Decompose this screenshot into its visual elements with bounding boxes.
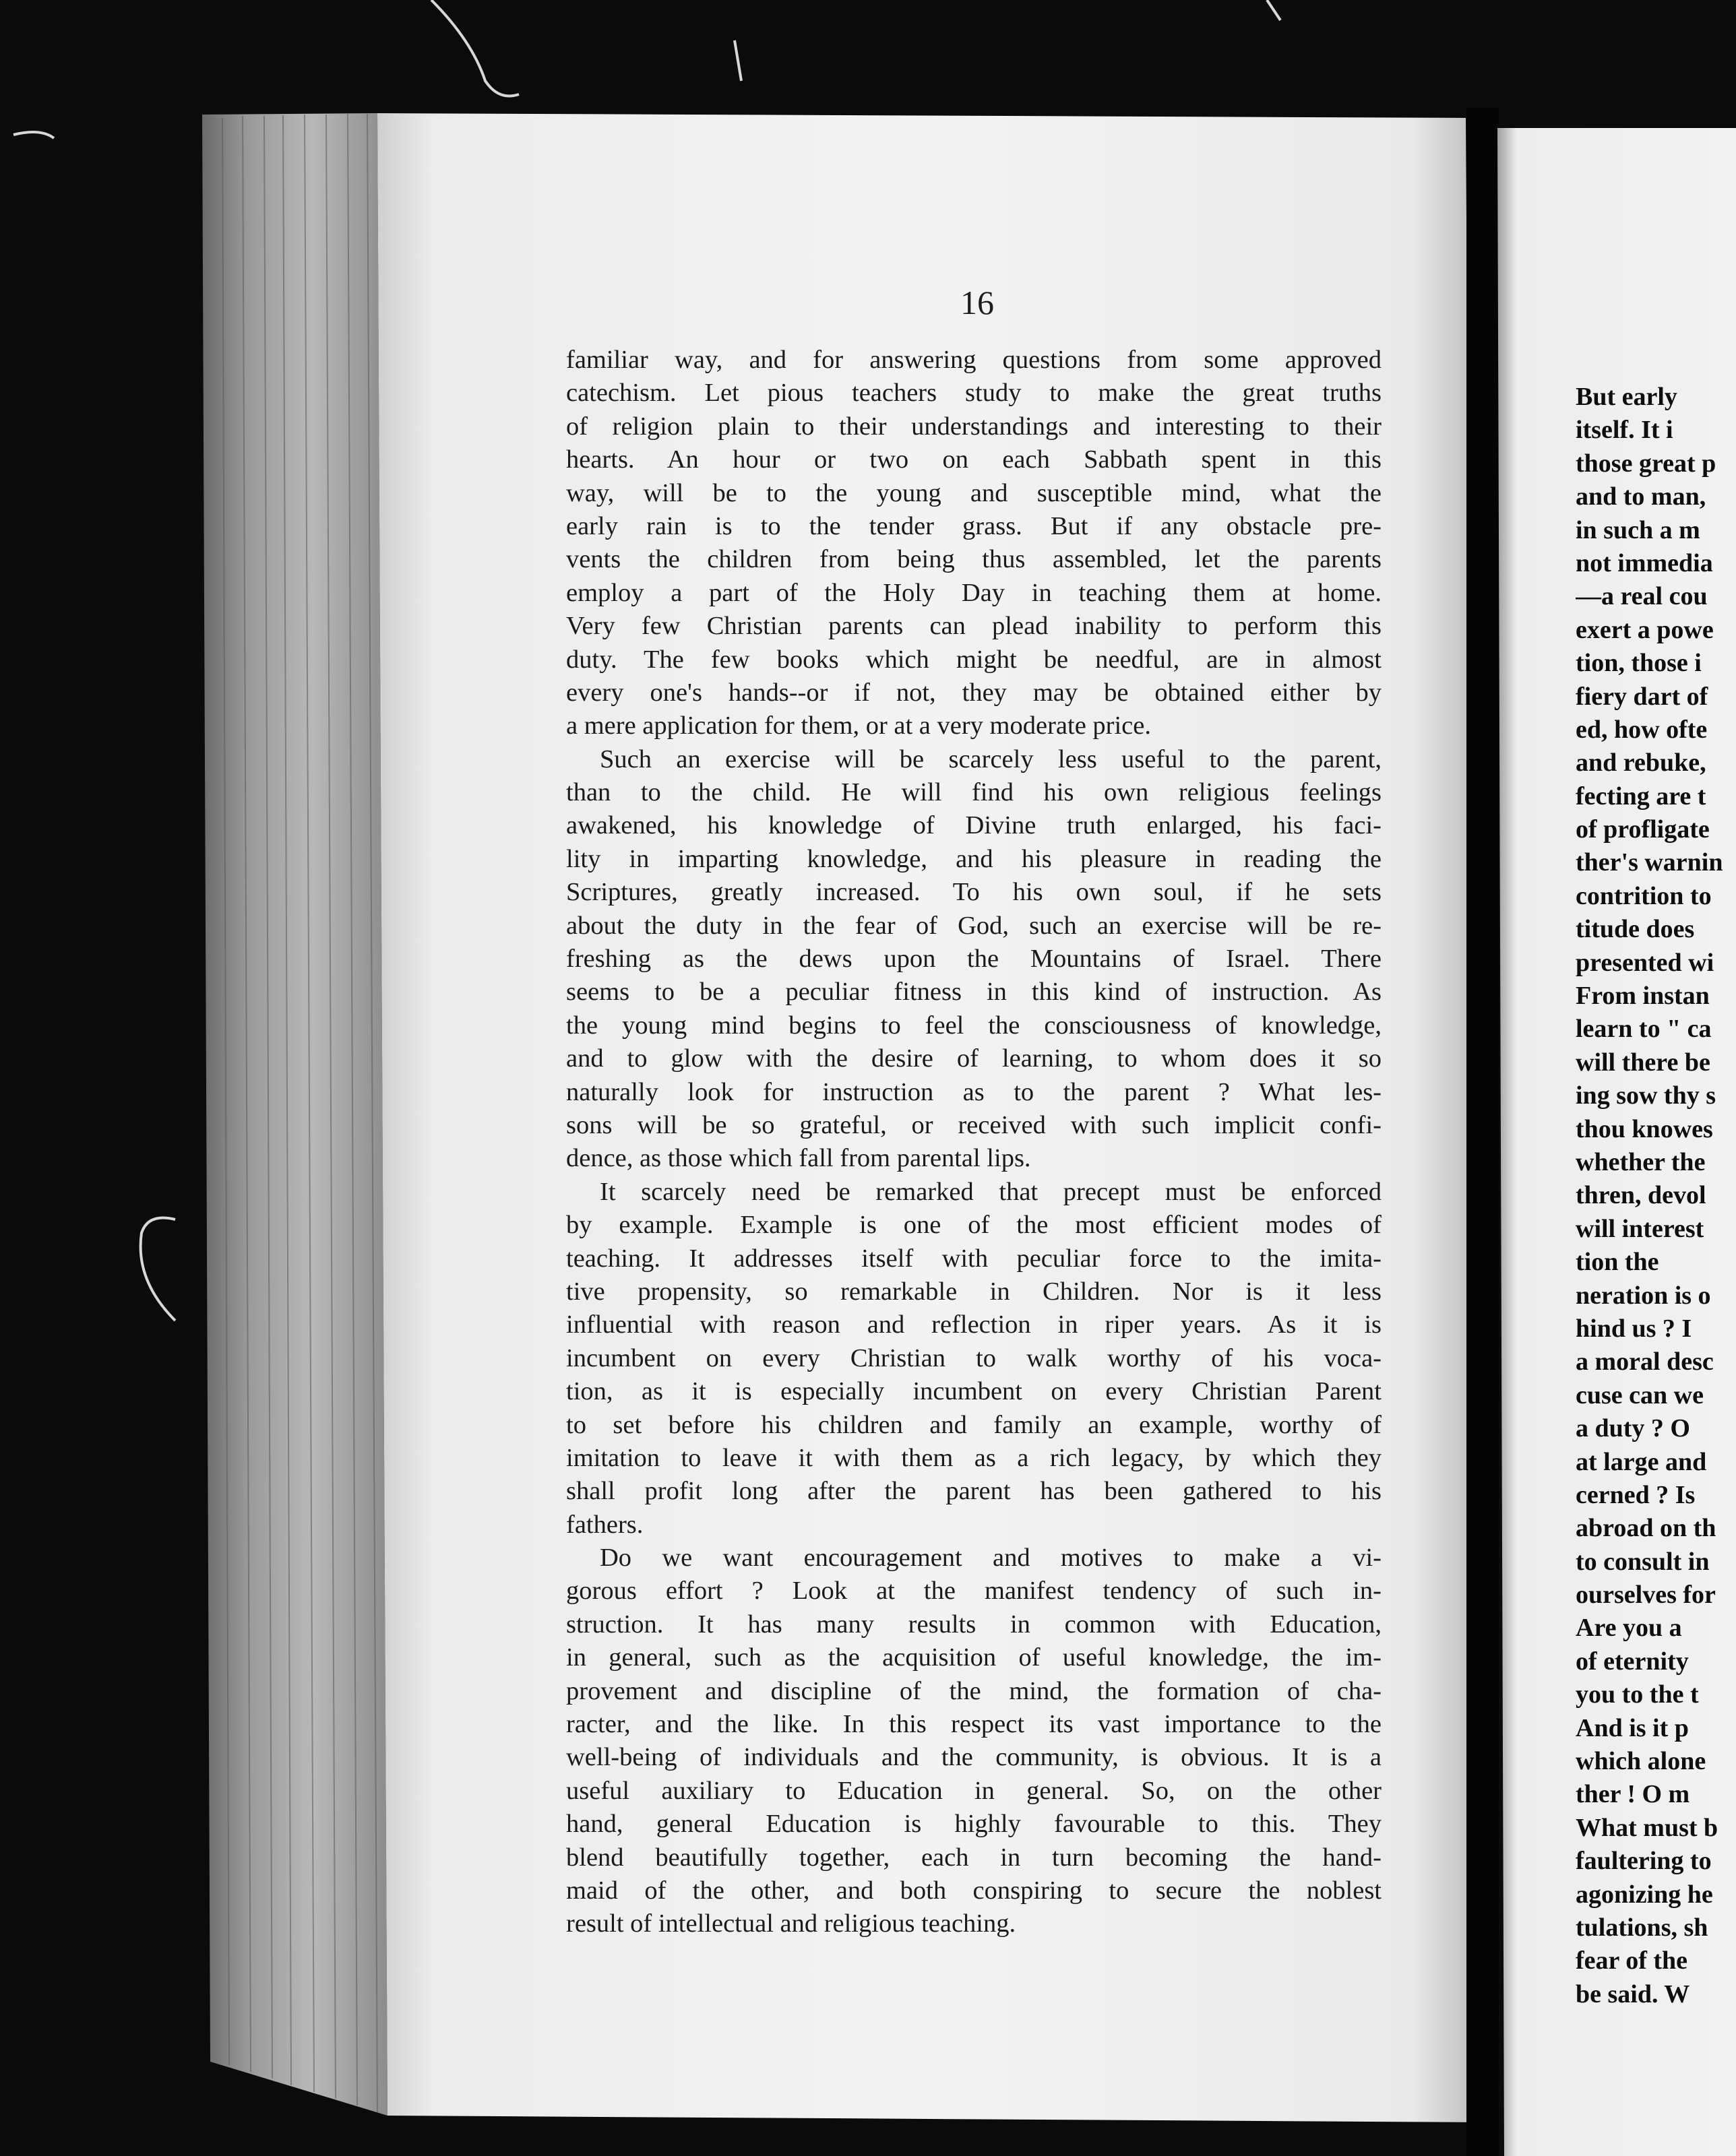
text-line: agonizing he <box>1576 1880 1713 1909</box>
text-line: teaching. It addresses itself with peculiar force to the imita- <box>566 1244 1382 1273</box>
text-line: way, will be to the young and susceptible mind, what the <box>566 478 1382 507</box>
text-line: of eternity <box>1576 1647 1689 1676</box>
text-line: Such an exercise will be scarcely less useful to the parent, <box>600 744 1382 773</box>
text-line: tion the <box>1576 1248 1659 1277</box>
text-line: freshing as the dews upon the Mountains of Israel. There <box>566 945 1382 974</box>
text-line: fiery dart of <box>1576 682 1708 711</box>
text-line: And is it p <box>1576 1713 1689 1742</box>
text-line: Scriptures, greatly increased. To his own soul, if he sets <box>566 878 1382 907</box>
text-line: presented wi <box>1576 948 1714 977</box>
text-line: faultering to <box>1576 1847 1712 1876</box>
text-line: every one's hands--or if not, they may be obtained either by <box>566 678 1382 707</box>
text-line: fear of the <box>1576 1946 1688 1975</box>
text-line: lity in imparting knowledge, and his pleasure in reading the <box>566 844 1382 873</box>
text-line: useful auxiliary to Education in general. So, on the other <box>566 1776 1382 1805</box>
text-line: imitation to leave it with them as a rich legacy, by which they <box>566 1443 1382 1472</box>
text-line: itself. It i <box>1576 416 1673 445</box>
text-line: and to man, <box>1576 482 1706 511</box>
text-line: —a real cou <box>1576 582 1708 611</box>
page-edges <box>202 113 388 2116</box>
text-line: be said. W <box>1576 1979 1690 2008</box>
text-line: blend beautifully together, each in turn becoming the hand- <box>566 1843 1382 1872</box>
text-line: those great p <box>1576 449 1716 478</box>
text-line: a mere application for them, or at a very moderate price. <box>566 711 1151 740</box>
text-line: ed, how ofte <box>1576 715 1708 744</box>
text-line: fathers. <box>566 1510 644 1539</box>
text-line: and to glow with the desire of learning, to whom does it so <box>566 1044 1382 1073</box>
text-line: thou knowes <box>1576 1114 1713 1143</box>
text-line: From instan <box>1576 982 1710 1011</box>
text-line: tion, those i <box>1576 649 1702 678</box>
text-line: the young mind begins to feel the consciousness of knowledge, <box>566 1011 1382 1040</box>
text-line: Very few Christian parents can plead inability to perform this <box>566 612 1382 641</box>
text-line: employ a part of the Holy Day in teaching them at home. <box>566 578 1382 607</box>
text-line: awakened, his knowledge of Divine truth enlarged, his faci- <box>566 811 1382 840</box>
text-line: Are you a <box>1576 1614 1682 1643</box>
text-line: tulations, sh <box>1576 1913 1708 1942</box>
text-line: abroad on th <box>1576 1514 1716 1543</box>
text-line: you to the t <box>1576 1680 1699 1709</box>
text-line: ther's warnin <box>1576 848 1723 877</box>
text-line: hearts. An hour or two on each Sabbath spent in this <box>566 445 1382 474</box>
text-line: result of intellectual and religious teaching. <box>566 1909 1016 1938</box>
text-line: incumbent on every Christian to walk worthy of his voca- <box>566 1343 1382 1372</box>
text-line: naturally look for instruction as to the parent ? What les- <box>566 1077 1382 1106</box>
text-line: whether the <box>1576 1147 1706 1176</box>
text-line: familiar way, and for answering questions from some approved <box>566 346 1382 374</box>
text-line: hand, general Education is highly favourable to this. They <box>566 1810 1382 1839</box>
text-line: titude does <box>1576 915 1695 944</box>
text-line: thren, devol <box>1576 1181 1706 1210</box>
text-line: than to the child. He will find his own religious feelings <box>566 778 1382 807</box>
text-line: will interest <box>1576 1214 1704 1243</box>
text-line: What must b <box>1576 1813 1718 1842</box>
text-line: But early <box>1576 383 1677 411</box>
text-line: duty. The few books which might be needful, are in almost <box>566 645 1382 674</box>
text-line: early rain is to the tender grass. But if any obstacle pre- <box>566 511 1382 540</box>
text-line: not immedia <box>1576 548 1713 577</box>
text-line: in general, such as the acquisition of useful knowledge, the im- <box>566 1643 1382 1672</box>
text-line: which alone <box>1576 1747 1706 1776</box>
text-line: well-being of individuals and the community, is obvious. It is a <box>566 1743 1382 1772</box>
right-page-text <box>1576 381 1736 2011</box>
text-line: It scarcely need be remarked that precept must be enforced <box>600 1177 1382 1206</box>
text-line: neration is o <box>1576 1281 1711 1310</box>
text-line: a moral desc <box>1576 1348 1714 1376</box>
text-line: vents the children from being thus assembled, let the parents <box>566 545 1382 574</box>
text-line: sons will be so grateful, or received with such implicit confi- <box>566 1110 1382 1139</box>
text-line: cerned ? Is <box>1576 1480 1696 1509</box>
text-line: fecting are t <box>1576 782 1706 811</box>
text-line: catechism. Let pious teachers study to make the great truths <box>566 379 1382 408</box>
gutter <box>1466 108 1499 2156</box>
text-line: about the duty in the fear of God, such an exercise will be re- <box>566 911 1382 940</box>
text-line: provement and discipline of the mind, the formation of cha- <box>566 1676 1382 1705</box>
text-line: shall profit long after the parent has been gathered to his <box>566 1477 1382 1506</box>
text-line: of religion plain to their understandings and interesting to their <box>566 412 1382 441</box>
text-line: ther ! O m <box>1576 1780 1690 1809</box>
text-line: ourselves for <box>1576 1581 1716 1610</box>
page-number: 16 <box>960 284 994 321</box>
text-line: a duty ? O <box>1576 1414 1690 1443</box>
text-line: Do we want encouragement and motives to make a vi- <box>600 1544 1382 1573</box>
text-line: dence, as those which fall from parental lips. <box>566 1144 1031 1173</box>
text-line: tive propensity, so remarkable in Children. Nor is it less <box>566 1277 1382 1306</box>
text-line: in such a m <box>1576 515 1700 544</box>
text-line: contrition to <box>1576 881 1712 910</box>
text-line: at large and <box>1576 1447 1707 1476</box>
text-line: of profligate <box>1576 815 1710 844</box>
text-line: struction. It has many results in common with Education, <box>566 1610 1382 1639</box>
text-line: to consult in <box>1576 1547 1710 1576</box>
text-line: to set before his children and family an example, worthy of <box>566 1410 1382 1439</box>
text-line: exert a powe <box>1576 615 1714 644</box>
text-line: gorous effort ? Look at the manifest tendency of such in- <box>566 1577 1382 1606</box>
text-line: cuse can we <box>1576 1381 1704 1409</box>
text-line: seems to be a peculiar fitness in this kind of instruction. As <box>566 978 1382 1007</box>
text-line: will there be <box>1576 1048 1710 1077</box>
text-line: and rebuke, <box>1576 749 1706 778</box>
left-page-text <box>566 344 1382 1941</box>
text-line: maid of the other, and both conspiring to secure the noblest <box>566 1876 1382 1905</box>
text-line: ing sow thy s <box>1576 1081 1716 1110</box>
text-line: racter, and the like. In this respect its vast importance to the <box>566 1710 1382 1739</box>
text-line: learn to " ca <box>1576 1015 1712 1044</box>
text-line: influential with reason and reflection in riper years. As it is <box>566 1310 1382 1339</box>
text-line: by example. Example is one of the most efficient modes of <box>566 1211 1382 1240</box>
text-line: tion, as it is especially incumbent on every Christian Parent <box>566 1377 1382 1406</box>
text-line: hind us ? I <box>1576 1314 1692 1343</box>
